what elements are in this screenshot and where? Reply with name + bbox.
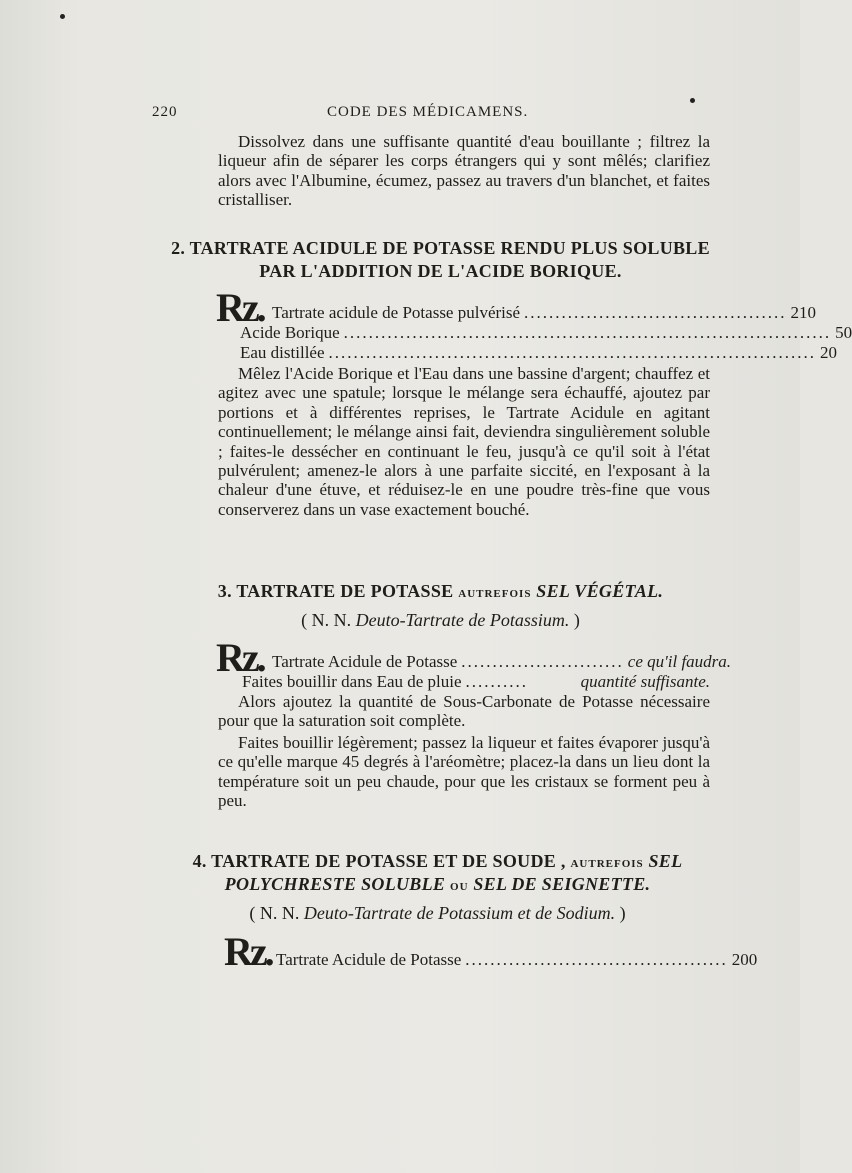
ingredient-row — [276, 950, 758, 970]
nn-suffix: ) — [619, 903, 626, 923]
ingredient-qty: quantité suffisante. — [580, 672, 710, 691]
ingredient-name: Faites bouillir dans Eau de pluie — [242, 672, 462, 691]
nn-name: Deuto-Tartrate de Potassium et de Sodium. — [303, 903, 616, 923]
section-4-heading-italic-a: POLYCHRESTE SOLUBLE — [224, 874, 446, 894]
ingredient-row — [272, 303, 817, 323]
leader-dots: .............................................................................. — [343, 323, 832, 342]
section-4-heading-italic: SEL — [648, 851, 683, 871]
leader-dots: .............................................................................. — [328, 343, 817, 362]
section-3-heading-main: 3. TARTRATE DE POTASSE — [217, 581, 454, 601]
ink-speck — [690, 98, 695, 103]
ingredient-row — [272, 652, 732, 672]
section-3-paragraph-2: Faites bouillir légèrement; passez la liqueur et faites évaporer jusqu'à ce qu'elle marque 45 degrés à l'aréomètre; placez-la dans un lieu dont la température soit un peu chaude, pour que les cristaux se forment peu à peu. — [218, 733, 710, 811]
ingredient-qty: 20 — [820, 343, 838, 362]
recipe-symbol: Rz. — [216, 635, 264, 680]
ingredient-row — [240, 343, 838, 363]
ingredient-row — [242, 672, 710, 692]
section-3-nomenclature — [168, 610, 713, 631]
ingredient-name: Acide Borique — [240, 323, 340, 342]
ingredient-name: Eau distillée — [240, 343, 325, 362]
section-2-heading-line1: 2. TARTRATE ACIDULE DE POTASSE RENDU PLUS SOLUBLE — [171, 238, 710, 258]
section-4-heading-small: AUTREFOIS — [570, 858, 644, 870]
section-4-heading-main: 4. TARTRATE DE POTASSE ET DE SOUDE , — [192, 851, 566, 871]
page-header — [152, 104, 712, 128]
ingredient-qty: 210 — [790, 303, 817, 322]
nn-prefix: ( N. N. — [249, 903, 300, 923]
ingredient-name: Tartrate Acidule de Potasse — [272, 652, 458, 671]
section-4-heading-italic-b: SEL DE SEIGNETTE. — [473, 874, 651, 894]
page-number: 220 — [152, 104, 178, 120]
ingredient-name: Tartrate Acidule de Potasse — [276, 950, 462, 969]
ingredient-qty: ce qu'il faudra. — [627, 652, 732, 671]
leader-dots: .......... — [465, 672, 529, 691]
recipe-symbol: Rz. — [224, 929, 272, 974]
section-4-nomenclature — [160, 903, 715, 924]
leader-dots: .......................... — [461, 652, 624, 671]
running-title: CODE DES MÉDICAMENS. — [327, 104, 529, 120]
intro-paragraph: Dissolvez dans une suffisante quantité d'eau bouillante ; filtrez la liqueur afin de séparer les corps étrangers qui y sont mêlés; clarifiez alors avec l'Albumine, écumez, passez au travers d'un blanchet, et faites cristalliser. — [218, 132, 710, 210]
section-3-heading-small: AUTREFOIS — [458, 588, 532, 600]
nn-prefix: ( N. N. — [301, 610, 352, 630]
leader-dots: .......................................... — [524, 303, 787, 322]
leader-dots: .......................................... — [465, 950, 728, 969]
section-3-heading-italic: SEL VÉGÉTAL. — [536, 581, 664, 601]
section-4-heading-line1 — [160, 850, 715, 875]
section-2-heading-line2: PAR L'ADDITION DE L'ACIDE BORIQUE. — [259, 261, 622, 281]
section-4-heading-small-or: OU — [450, 881, 469, 893]
section-2-paragraph: Mêlez l'Acide Borique et l'Eau dans une bassine d'argent; chauffez et agitez avec une spatule; lorsque le mélange sera échauffé, ajoutez par portions et à différentes reprises, le Tartrate Acidule en agitant continuellement; le mélange ainsi fait, deviendra singulièrement soluble ; faites-le dessécher en continuant le feu, jusqu'à ce qu'il soit à l'état pulvérulent; amenez-le alors à une parfaite siccité, en l'exposant à la chaleur d'une étuve, et réduisez-le en une poudre très-fine que vous conserverez dans un vase exactement bouché. — [218, 364, 710, 519]
section-3-heading — [168, 580, 713, 605]
nn-suffix: ) — [573, 610, 580, 630]
ingredient-row — [240, 323, 852, 343]
ingredient-name: Tartrate acidule de Potasse pulvérisé — [272, 303, 521, 322]
recipe-symbol: Rz. — [216, 285, 264, 330]
ink-speck — [60, 14, 65, 19]
nn-name: Deuto-Tartrate de Potassium. — [355, 610, 570, 630]
ingredient-qty: 200 — [731, 950, 758, 969]
section-4-heading-line2 — [160, 873, 715, 898]
ingredient-qty: 50 — [835, 323, 852, 342]
section-3-paragraph-1: Alors ajoutez la quantité de Sous-Carbonate de Potasse nécessaire pour que la saturation soit complète. — [218, 692, 710, 731]
